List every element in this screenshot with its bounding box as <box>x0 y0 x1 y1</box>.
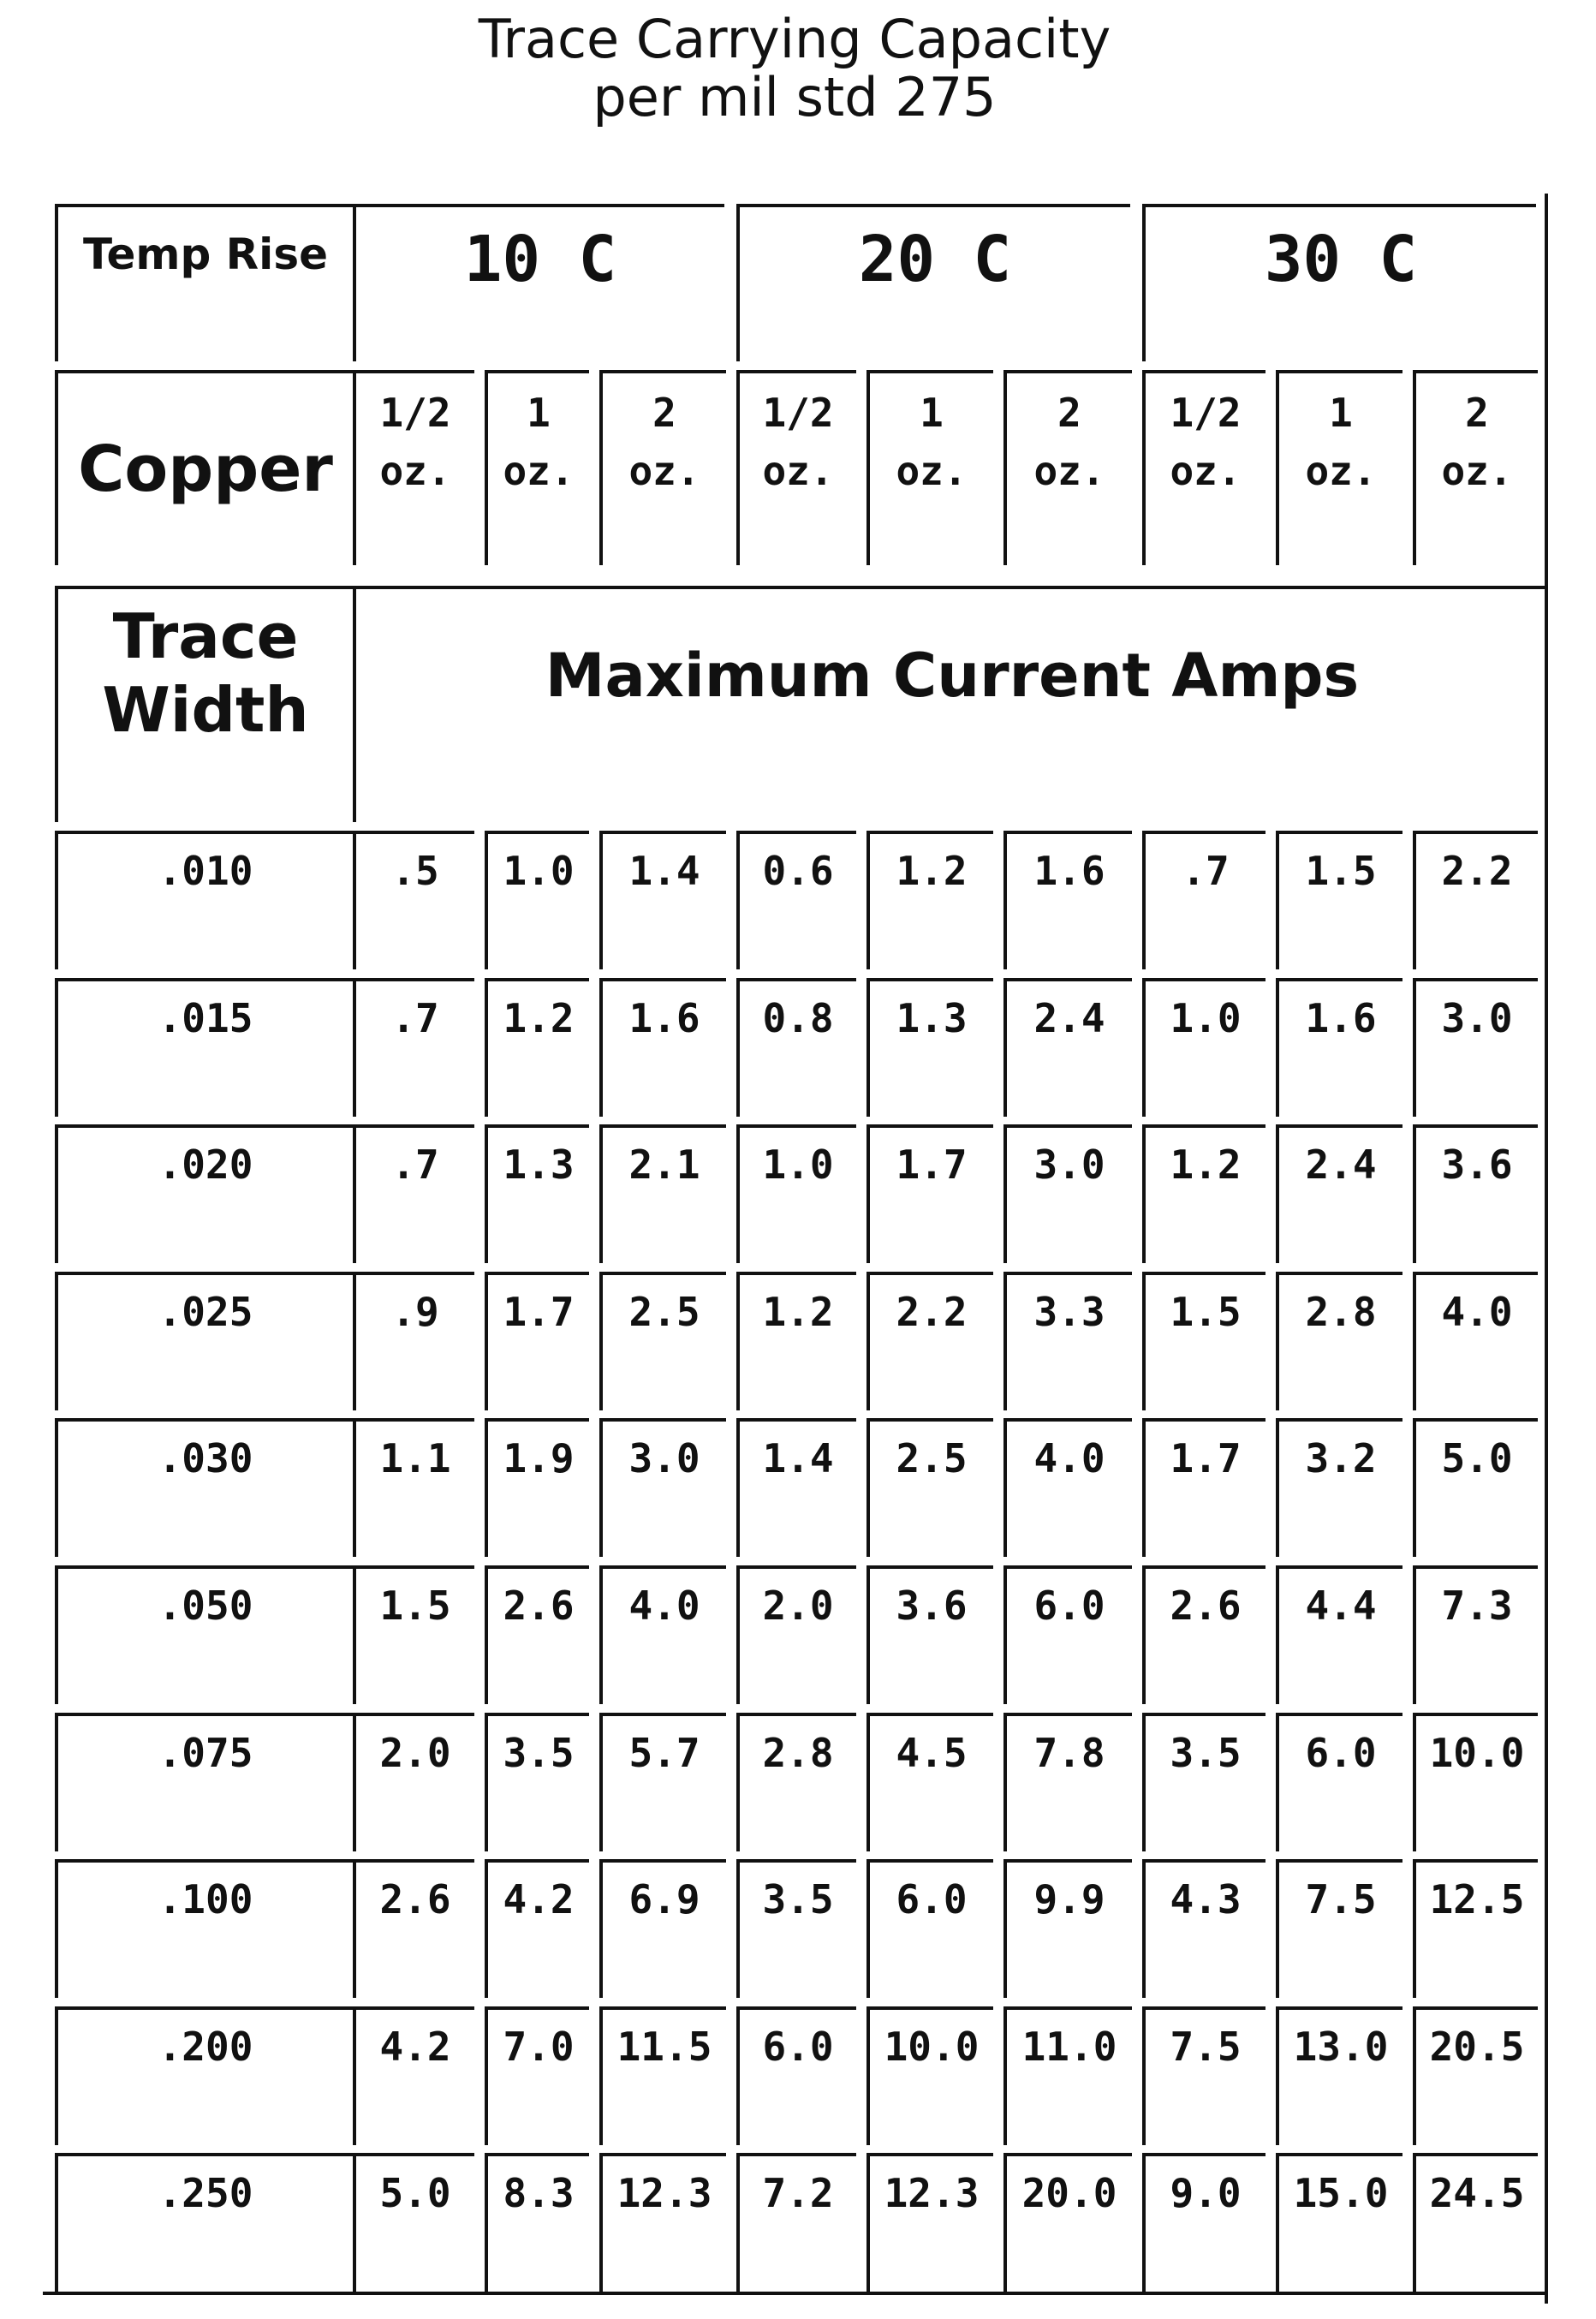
current-value-cell: 7.8 <box>1003 1713 1132 1851</box>
current-value-cell: 1.6 <box>1276 978 1402 1117</box>
current-value-cell: 20.5 <box>1413 2006 1538 2145</box>
copper-weight-unit: oz. <box>1305 448 1377 494</box>
current-value-cell: 3.5 <box>736 1859 856 1998</box>
table-bottom-border <box>43 2292 1548 2295</box>
current-value-cell: 7.0 <box>485 2006 589 2145</box>
current-value-cell: 1.9 <box>485 1418 589 1557</box>
copper-weight-header <box>1142 370 1265 565</box>
current-value-cell: .7 <box>353 1124 474 1263</box>
current-value-cell: 6.0 <box>866 1859 993 1998</box>
current-value-cell: 3.0 <box>1003 1124 1132 1263</box>
temp-group-header: 20 C <box>736 204 1130 361</box>
current-value-cell: 4.0 <box>599 1565 726 1704</box>
current-value-cell: 2.6 <box>485 1565 589 1704</box>
current-value-cell: 1.2 <box>1142 1124 1265 1263</box>
trace-width-value: .200 <box>55 2006 353 2145</box>
current-value-cell: 3.3 <box>1003 1272 1132 1410</box>
current-value-cell: 2.6 <box>353 1859 474 1998</box>
copper-weight-header <box>1003 370 1132 565</box>
copper-weight-header <box>599 370 726 565</box>
trace-width-value: .020 <box>55 1124 353 1263</box>
current-value-cell: 7.3 <box>1413 1565 1538 1704</box>
current-value-cell: 1.2 <box>866 831 993 969</box>
current-value-cell: 3.6 <box>1413 1124 1538 1263</box>
copper-weight-amount: 2 <box>1057 390 1081 436</box>
current-value-cell: 4.3 <box>1142 1859 1265 1998</box>
copper-weight-amount: 1/2 <box>379 390 451 436</box>
trace-width-value: .075 <box>55 1713 353 1851</box>
temp-rise-label: Temp Rise <box>55 204 353 361</box>
current-value-cell: 7.2 <box>736 2153 856 2292</box>
trace-width-value: .100 <box>55 1859 353 1998</box>
current-value-cell: 0.6 <box>736 831 856 969</box>
current-value-cell: 1.6 <box>1003 831 1132 969</box>
current-value-cell: 3.0 <box>599 1418 726 1557</box>
current-value-cell: 2.0 <box>353 1713 474 1851</box>
current-value-cell: 1.0 <box>736 1124 856 1263</box>
current-value-cell: 1.0 <box>1142 978 1265 1117</box>
current-value-cell: 6.0 <box>736 2006 856 2145</box>
current-value-cell: 2.4 <box>1276 1124 1402 1263</box>
current-value-cell: 9.0 <box>1142 2153 1265 2292</box>
current-value-cell: 1.3 <box>485 1124 589 1263</box>
trace-width-value: .010 <box>55 831 353 969</box>
current-value-cell: .7 <box>353 978 474 1117</box>
copper-weight-unit: oz. <box>503 448 575 494</box>
copper-weight-header <box>1276 370 1402 565</box>
copper-weight-amount: 1 <box>1329 390 1353 436</box>
copper-label: Copper <box>55 370 353 565</box>
current-value-cell: 2.5 <box>599 1272 726 1410</box>
current-value-cell: 1.3 <box>866 978 993 1117</box>
current-value-cell: 3.6 <box>866 1565 993 1704</box>
copper-weight-unit: oz. <box>628 448 700 494</box>
current-value-cell: 2.8 <box>1276 1272 1402 1410</box>
copper-weight-amount: 1 <box>920 390 944 436</box>
current-value-cell: 5.0 <box>1413 1418 1538 1557</box>
current-value-cell: 7.5 <box>1276 1859 1402 1998</box>
copper-weight-unit: oz. <box>896 448 968 494</box>
current-value-cell: 1.2 <box>736 1272 856 1410</box>
current-value-cell: 3.2 <box>1276 1418 1402 1557</box>
copper-weight-amount: 1/2 <box>1170 390 1242 436</box>
copper-weight-amount: 1/2 <box>762 390 834 436</box>
current-value-cell: 10.0 <box>866 2006 993 2145</box>
title-line-2: per mil std 275 <box>593 66 997 128</box>
current-value-cell: 6.0 <box>1003 1565 1132 1704</box>
copper-weight-header <box>1413 370 1538 565</box>
copper-weight-amount: 2 <box>652 390 676 436</box>
trace-width-value: .250 <box>55 2153 353 2292</box>
current-value-cell: 5.0 <box>353 2153 474 2292</box>
current-value-cell: 2.8 <box>736 1713 856 1851</box>
current-value-cell: 4.4 <box>1276 1565 1402 1704</box>
copper-weight-unit: oz. <box>1170 448 1242 494</box>
current-value-cell: 15.0 <box>1276 2153 1402 2292</box>
table-right-border <box>1545 194 1548 2304</box>
copper-weight-amount: 1 <box>527 390 551 436</box>
current-value-cell: 1.7 <box>485 1272 589 1410</box>
current-value-cell: 1.6 <box>599 978 726 1117</box>
current-value-cell: 4.2 <box>353 2006 474 2145</box>
current-value-cell: 4.2 <box>485 1859 589 1998</box>
max-current-label: Maximum Current Amps <box>353 586 1548 822</box>
current-value-cell: 1.7 <box>1142 1418 1265 1557</box>
trace-width-label: Trace Width <box>55 586 353 822</box>
temp-group-header: 30 C <box>1142 204 1536 361</box>
current-value-cell: 24.5 <box>1413 2153 1538 2292</box>
current-value-cell: .7 <box>1142 831 1265 969</box>
current-value-cell: 13.0 <box>1276 2006 1402 2145</box>
current-value-cell: 2.1 <box>599 1124 726 1263</box>
current-value-cell: 1.5 <box>1276 831 1402 969</box>
current-value-cell: 0.8 <box>736 978 856 1117</box>
current-value-cell: 20.0 <box>1003 2153 1132 2292</box>
current-value-cell: 1.4 <box>599 831 726 969</box>
current-value-cell: 2.6 <box>1142 1565 1265 1704</box>
current-value-cell: 12.3 <box>599 2153 726 2292</box>
copper-weight-header <box>736 370 856 565</box>
current-value-cell: 4.5 <box>866 1713 993 1851</box>
copper-weight-unit: oz. <box>762 448 834 494</box>
current-value-cell: 2.2 <box>866 1272 993 1410</box>
current-value-cell: 2.2 <box>1413 831 1538 969</box>
copper-weight-unit: oz. <box>379 448 451 494</box>
current-value-cell: 1.1 <box>353 1418 474 1557</box>
copper-weight-header <box>866 370 993 565</box>
current-value-cell: 5.7 <box>599 1713 726 1851</box>
current-value-cell: 3.0 <box>1413 978 1538 1117</box>
current-value-cell: 7.5 <box>1142 2006 1265 2145</box>
current-value-cell: 4.0 <box>1413 1272 1538 1410</box>
current-value-cell: 4.0 <box>1003 1418 1132 1557</box>
current-value-cell: 1.7 <box>866 1124 993 1263</box>
trace-width-value: .050 <box>55 1565 353 1704</box>
current-value-cell: 3.5 <box>1142 1713 1265 1851</box>
current-value-cell: 6.0 <box>1276 1713 1402 1851</box>
current-value-cell: 2.4 <box>1003 978 1132 1117</box>
title-line-1: Trace Carrying Capacity <box>478 8 1111 70</box>
copper-weight-header <box>353 370 474 565</box>
copper-weight-unit: oz. <box>1441 448 1513 494</box>
current-value-cell: 8.3 <box>485 2153 589 2292</box>
current-value-cell: 1.4 <box>736 1418 856 1557</box>
current-value-cell: .9 <box>353 1272 474 1410</box>
current-value-cell: 1.5 <box>1142 1272 1265 1410</box>
temp-group-header: 10 C <box>353 204 724 361</box>
current-value-cell: 6.9 <box>599 1859 726 1998</box>
current-value-cell: 10.0 <box>1413 1713 1538 1851</box>
copper-weight-header <box>485 370 589 565</box>
current-value-cell: 12.3 <box>866 2153 993 2292</box>
current-value-cell: 1.5 <box>353 1565 474 1704</box>
current-value-cell: 1.2 <box>485 978 589 1117</box>
trace-width-value: .015 <box>55 978 353 1117</box>
current-value-cell: .5 <box>353 831 474 969</box>
trace-width-value: .030 <box>55 1418 353 1557</box>
current-value-cell: 1.0 <box>485 831 589 969</box>
trace-width-value: .025 <box>55 1272 353 1410</box>
current-value-cell: 2.5 <box>866 1418 993 1557</box>
current-value-cell: 3.5 <box>485 1713 589 1851</box>
current-value-cell: 11.0 <box>1003 2006 1132 2145</box>
copper-weight-amount: 2 <box>1465 390 1489 436</box>
current-value-cell: 11.5 <box>599 2006 726 2145</box>
current-value-cell: 9.9 <box>1003 1859 1132 1998</box>
current-value-cell: 12.5 <box>1413 1859 1538 1998</box>
current-value-cell: 2.0 <box>736 1565 856 1704</box>
copper-weight-unit: oz. <box>1033 448 1105 494</box>
